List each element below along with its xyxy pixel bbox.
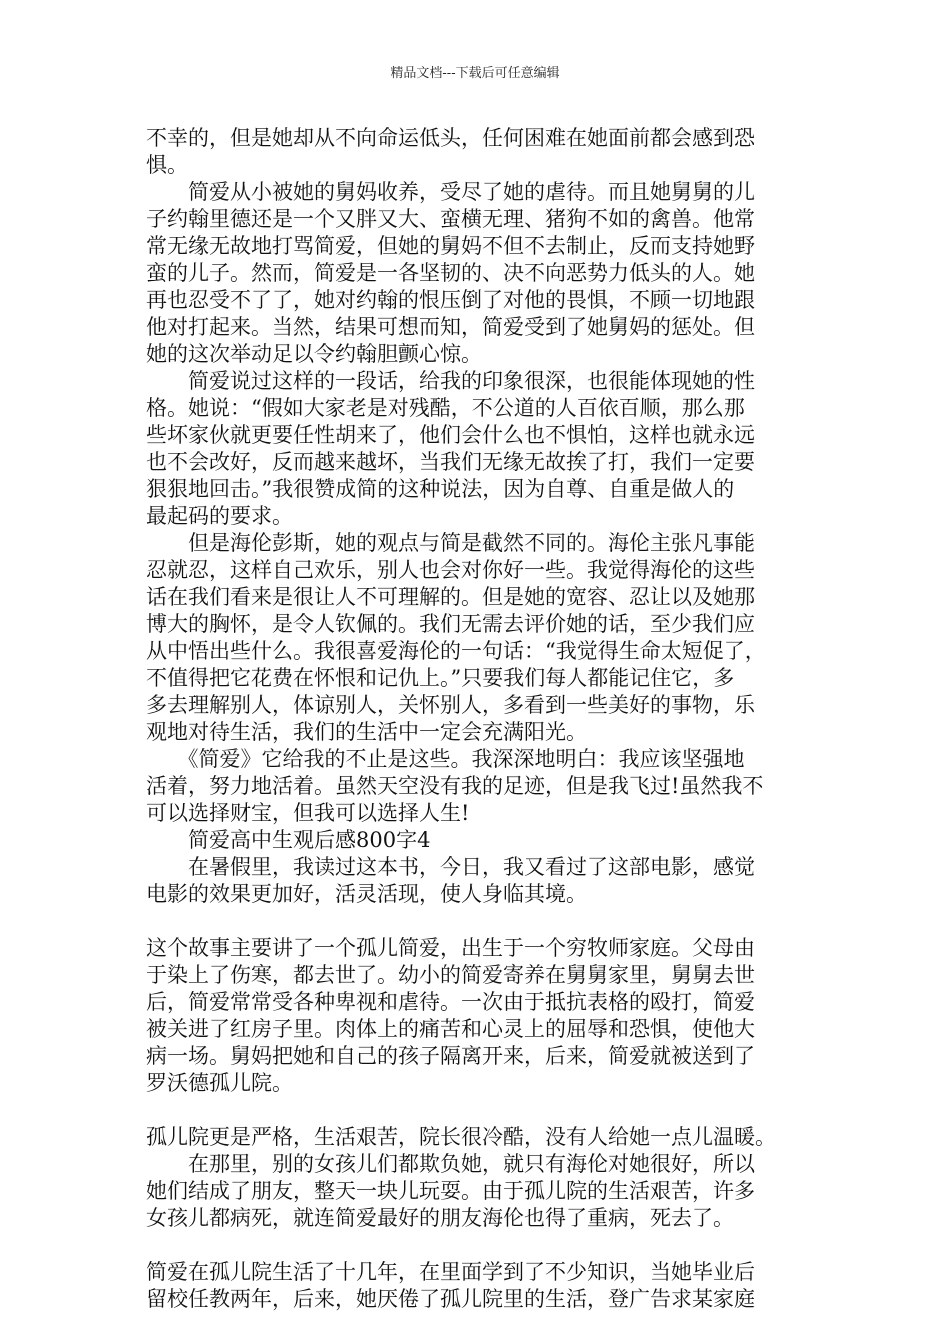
body-line: 忍就忍，这样自己欢乐，别人也会对你好一些。我觉得海伦的这些 [146, 558, 755, 582]
body-line: 在那里，别的女孩儿们都欺负她，就只有海伦对她很好，所以 [146, 1152, 755, 1176]
body-line: 女孩儿都病死，就连简爱最好的朋友海伦也得了重病，死去了。 [146, 1206, 734, 1230]
body-line: 不幸的，但是她却从不向命运低头，任何困难在她面前都会感到恐 [146, 126, 755, 150]
body-line: 简爱从小被她的舅妈收养，受尽了她的虐待。而且她舅舅的儿 [146, 180, 755, 204]
body-line: 子约翰里德还是一个又胖又大、蛮横无理、猪狗不如的禽兽。他常 [146, 207, 755, 231]
body-line: 多去理解别人，体谅别人，关怀别人，多看到一些美好的事物，乐 [146, 693, 755, 717]
blank-line [146, 908, 822, 935]
body-line: 被关进了红房子里。肉体上的痛苦和心灵上的屈辱和恐惧，使他大 [146, 1017, 755, 1041]
body-line: 《简爱》它给我的不止是这些。我深深地明白：我应该坚强地 [146, 747, 745, 771]
body-line: 他对打起来。当然，结果可想而知，简爱受到了她舅妈的惩处。但 [146, 315, 755, 339]
body-line: 简爱在孤儿院生活了十几年，在里面学到了不少知识，当她毕业后 [146, 1260, 755, 1284]
body-line: 简爱说过这样的一段话，给我的印象很深，也很能体现她的性 [146, 369, 755, 393]
body-line: 不值得把它花费在怀恨和记仇上。”只要我们每人都能记住它，多 [146, 666, 735, 690]
page-header: 精品文档---下载后可任意编辑 [390, 66, 560, 81]
body-line: 些坏家伙就更要任性胡来了，他们会什么也不惧怕，这样也就永远 [146, 423, 755, 447]
body-line: 病一场。舅妈把她和自己的孩子隔离开来，后来，简爱就被送到了 [146, 1044, 755, 1068]
body-line: 后，简爱常常受各种卑视和虐待。一次由于抵抗表格的殴打，简爱 [146, 990, 755, 1014]
blank-line [146, 1097, 822, 1124]
body-line: 于染上了伤寒，都去世了。幼小的简爱寄养在舅舅家里，舅舅去世 [146, 963, 755, 987]
body-line: 再也忍受不了了，她对约翰的恨压倒了对他的畏惧，不顾一切地跟 [146, 288, 755, 312]
body-line: 可以选择财宝，但我可以选择人生! [146, 801, 470, 825]
body-line: 最起码的要求。 [146, 504, 293, 528]
body-line: 惧。 [146, 153, 188, 177]
body-line: 她的这次举动足以令约翰胆颤心惊。 [146, 342, 482, 366]
body-line: 活着，努力地活着。虽然天空没有我的足迹，但是我飞过!虽然我不 [146, 774, 764, 798]
body-line: 话在我们看来是很让人不可理解的。但是她的宽容、忍让以及她那 [146, 585, 755, 609]
blank-line [146, 1232, 822, 1259]
body-line: 狠狠地回击。”我很赞成简的这种说法，因为自尊、自重是做人的 [146, 477, 735, 501]
body-line: 这个故事主要讲了一个孤儿简爱，出生于一个穷牧师家庭。父母由 [146, 936, 755, 960]
body-line: 博大的胸怀，是令人钦佩的。我们无需去评价她的话，至少我们应 [146, 612, 755, 636]
body-line: 格。她说：“假如大家老是对残酷，不公道的人百依百顺，那么那 [146, 396, 745, 420]
body-line: 在暑假里，我读过这本书，今日，我又看过了这部电影，感觉 [146, 855, 755, 879]
body-line: 观地对待生活，我们的生活中一定会充满阳光。 [146, 720, 587, 744]
body-line: 常无缘无故地打骂简爱，但她的舅妈不但不去制止，反而支持她野 [146, 234, 755, 258]
body-line: 孤儿院更是严格，生活艰苦，院长很冷酷，没有人给她一点儿温暖。 [146, 1125, 776, 1149]
body-line: 电影的效果更加好，活灵活现，使人身临其境。 [146, 882, 587, 906]
body-line: 简爱高中生观后感800字4 [146, 828, 431, 852]
body-line: 从中悟出些什么。我很喜爱海伦的一句话：“我觉得生命太短促了， [146, 639, 766, 663]
body-line: 留校任教两年，后来，她厌倦了孤儿院里的生活，登广告求某家庭 [146, 1287, 755, 1311]
body-line: 她们结成了朋友，整天一块儿玩耍。由于孤儿院的生活艰苦，许多 [146, 1179, 755, 1203]
body-line: 但是海伦彭斯，她的观点与简是截然不同的。海伦主张凡事能 [146, 531, 755, 555]
body-line: 罗沃德孤儿院。 [146, 1071, 293, 1095]
body-line: 也不会改好，反而越来越坏，当我们无缘无故挨了打，我们一定要 [146, 450, 755, 474]
document-body [146, 125, 822, 1313]
body-line: 蛮的儿子。然而，简爱是一各坚韧的、决不向恶势力低头的人。她 [146, 261, 755, 285]
